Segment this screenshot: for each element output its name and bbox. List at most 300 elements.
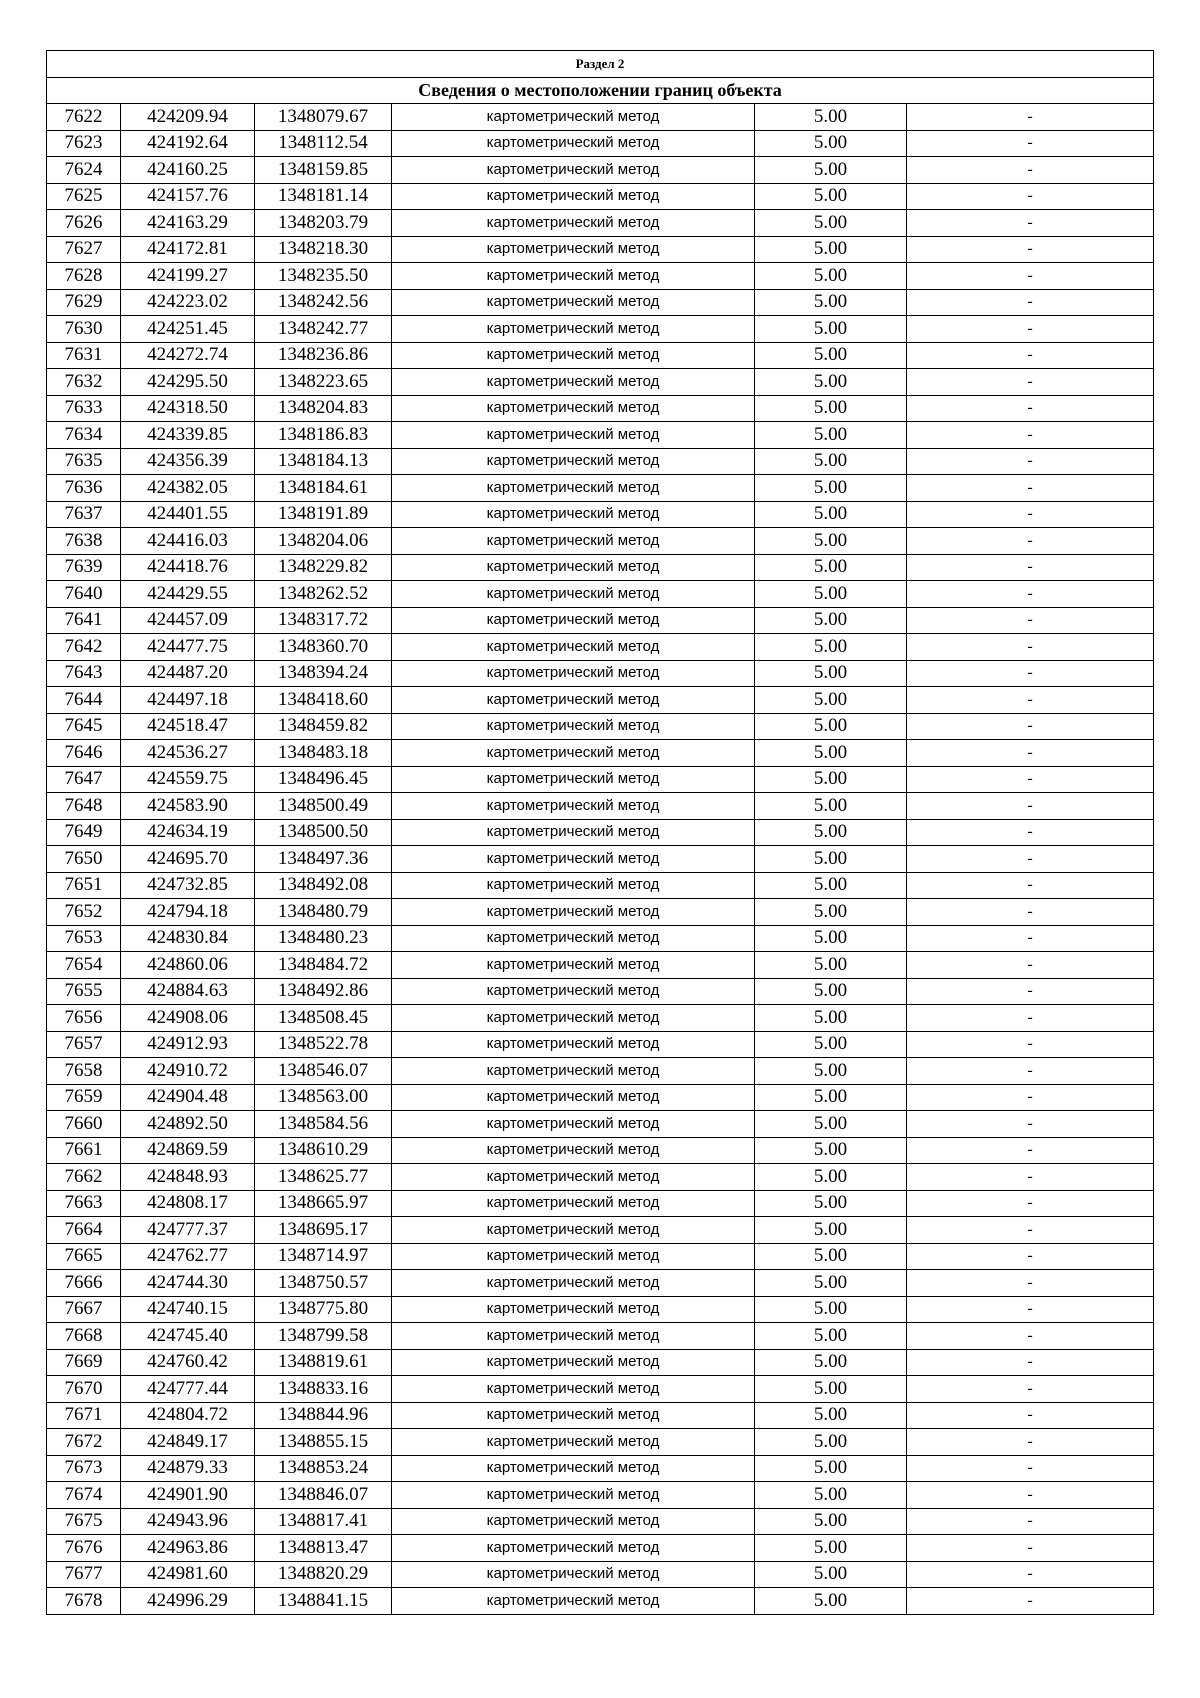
method-cell: картометрический метод <box>392 316 755 343</box>
table-row <box>47 157 1154 184</box>
x-coordinate-cell: 424487.20 <box>121 660 255 687</box>
x-coordinate-cell: 424382.05 <box>121 475 255 502</box>
description-cell: - <box>907 1031 1154 1058</box>
x-coordinate-cell: 424192.64 <box>121 130 255 157</box>
description-cell: - <box>907 1455 1154 1482</box>
description-cell: - <box>907 1137 1154 1164</box>
description-cell: - <box>907 1270 1154 1297</box>
method-cell: картометрический метод <box>392 1005 755 1032</box>
method-cell: картометрический метод <box>392 1429 755 1456</box>
accuracy-cell: 5.00 <box>755 952 907 979</box>
table-row <box>47 130 1154 157</box>
method-cell: картометрический метод <box>392 1164 755 1191</box>
x-coordinate-cell: 424559.75 <box>121 766 255 793</box>
point-number-cell: 7665 <box>47 1243 121 1270</box>
description-cell: - <box>907 1482 1154 1509</box>
point-number-cell: 7651 <box>47 872 121 899</box>
point-number-cell: 7663 <box>47 1190 121 1217</box>
accuracy-cell: 5.00 <box>755 1429 907 1456</box>
table-row <box>47 1561 1154 1588</box>
method-cell: картометрический метод <box>392 819 755 846</box>
description-cell: - <box>907 899 1154 926</box>
accuracy-cell: 5.00 <box>755 1111 907 1138</box>
method-cell: картометрический метод <box>392 1508 755 1535</box>
point-number-cell: 7677 <box>47 1561 121 1588</box>
method-cell: картометрический метод <box>392 289 755 316</box>
point-number-cell: 7641 <box>47 607 121 634</box>
y-coordinate-cell: 1348492.86 <box>255 978 392 1005</box>
accuracy-cell: 5.00 <box>755 846 907 873</box>
accuracy-cell: 5.00 <box>755 1402 907 1429</box>
method-cell: картометрический метод <box>392 607 755 634</box>
table-row <box>47 766 1154 793</box>
description-cell: - <box>907 1084 1154 1111</box>
point-number-cell: 7657 <box>47 1031 121 1058</box>
table-row <box>47 289 1154 316</box>
accuracy-cell: 5.00 <box>755 899 907 926</box>
point-number-cell: 7655 <box>47 978 121 1005</box>
point-number-cell: 7636 <box>47 475 121 502</box>
table-row <box>47 422 1154 449</box>
description-cell: - <box>907 1349 1154 1376</box>
accuracy-cell: 5.00 <box>755 1243 907 1270</box>
accuracy-cell: 5.00 <box>755 369 907 396</box>
point-number-cell: 7632 <box>47 369 121 396</box>
description-cell: - <box>907 104 1154 131</box>
y-coordinate-cell: 1348242.56 <box>255 289 392 316</box>
method-cell: картометрический метод <box>392 872 755 899</box>
method-cell: картометрический метод <box>392 104 755 131</box>
description-cell: - <box>907 1429 1154 1456</box>
y-coordinate-cell: 1348508.45 <box>255 1005 392 1032</box>
point-number-cell: 7664 <box>47 1217 121 1244</box>
method-cell: картометрический метод <box>392 263 755 290</box>
point-number-cell: 7667 <box>47 1296 121 1323</box>
accuracy-cell: 5.00 <box>755 395 907 422</box>
point-number-cell: 7633 <box>47 395 121 422</box>
accuracy-cell: 5.00 <box>755 1376 907 1403</box>
point-number-cell: 7653 <box>47 925 121 952</box>
description-cell: - <box>907 740 1154 767</box>
method-cell: картометрический метод <box>392 554 755 581</box>
y-coordinate-cell: 1348112.54 <box>255 130 392 157</box>
y-coordinate-cell: 1348846.07 <box>255 1482 392 1509</box>
y-coordinate-cell: 1348235.50 <box>255 263 392 290</box>
x-coordinate-cell: 424908.06 <box>121 1005 255 1032</box>
table-title: Сведения о местоположении границ объекта <box>47 77 1154 104</box>
accuracy-cell: 5.00 <box>755 1296 907 1323</box>
description-cell: - <box>907 554 1154 581</box>
description-cell: - <box>907 1164 1154 1191</box>
method-cell: картометрический метод <box>392 1588 755 1615</box>
x-coordinate-cell: 424879.33 <box>121 1455 255 1482</box>
y-coordinate-cell: 1348204.83 <box>255 395 392 422</box>
x-coordinate-cell: 424808.17 <box>121 1190 255 1217</box>
point-number-cell: 7656 <box>47 1005 121 1032</box>
point-number-cell: 7669 <box>47 1349 121 1376</box>
table-row <box>47 1376 1154 1403</box>
x-coordinate-cell: 424429.55 <box>121 581 255 608</box>
method-cell: картометрический метод <box>392 1243 755 1270</box>
y-coordinate-cell: 1348079.67 <box>255 104 392 131</box>
description-cell: - <box>907 448 1154 475</box>
table-row <box>47 1535 1154 1562</box>
table-row <box>47 554 1154 581</box>
description-cell: - <box>907 1005 1154 1032</box>
y-coordinate-cell: 1348841.15 <box>255 1588 392 1615</box>
table-row <box>47 978 1154 1005</box>
table-row <box>47 1137 1154 1164</box>
table-row <box>47 687 1154 714</box>
point-number-cell: 7644 <box>47 687 121 714</box>
y-coordinate-cell: 1348750.57 <box>255 1270 392 1297</box>
table-row <box>47 607 1154 634</box>
description-cell: - <box>907 422 1154 449</box>
title-row <box>47 77 1154 104</box>
point-number-cell: 7628 <box>47 263 121 290</box>
boundary-table <box>46 50 1154 1615</box>
y-coordinate-cell: 1348184.61 <box>255 475 392 502</box>
table-row <box>47 183 1154 210</box>
x-coordinate-cell: 424904.48 <box>121 1084 255 1111</box>
table-row <box>47 1588 1154 1615</box>
y-coordinate-cell: 1348236.86 <box>255 342 392 369</box>
method-cell: картометрический метод <box>392 501 755 528</box>
y-coordinate-cell: 1348483.18 <box>255 740 392 767</box>
table-row <box>47 1323 1154 1350</box>
method-cell: картометрический метод <box>392 766 755 793</box>
description-cell: - <box>907 1190 1154 1217</box>
table-row <box>47 1243 1154 1270</box>
table-row <box>47 846 1154 873</box>
table-row <box>47 713 1154 740</box>
method-cell: картометрический метод <box>392 1137 755 1164</box>
x-coordinate-cell: 424794.18 <box>121 899 255 926</box>
accuracy-cell: 5.00 <box>755 342 907 369</box>
table-row <box>47 1349 1154 1376</box>
point-number-cell: 7661 <box>47 1137 121 1164</box>
x-coordinate-cell: 424830.84 <box>121 925 255 952</box>
accuracy-cell: 5.00 <box>755 925 907 952</box>
description-cell: - <box>907 395 1154 422</box>
method-cell: картометрический метод <box>392 130 755 157</box>
accuracy-cell: 5.00 <box>755 607 907 634</box>
x-coordinate-cell: 424634.19 <box>121 819 255 846</box>
y-coordinate-cell: 1348418.60 <box>255 687 392 714</box>
y-coordinate-cell: 1348480.23 <box>255 925 392 952</box>
description-cell: - <box>907 157 1154 184</box>
table-row <box>47 872 1154 899</box>
y-coordinate-cell: 1348191.89 <box>255 501 392 528</box>
point-number-cell: 7635 <box>47 448 121 475</box>
point-number-cell: 7674 <box>47 1482 121 1509</box>
point-number-cell: 7646 <box>47 740 121 767</box>
table-row <box>47 952 1154 979</box>
accuracy-cell: 5.00 <box>755 1455 907 1482</box>
y-coordinate-cell: 1348394.24 <box>255 660 392 687</box>
description-cell: - <box>907 978 1154 1005</box>
y-coordinate-cell: 1348223.65 <box>255 369 392 396</box>
x-coordinate-cell: 424339.85 <box>121 422 255 449</box>
description-cell: - <box>907 263 1154 290</box>
description-cell: - <box>907 660 1154 687</box>
x-coordinate-cell: 424199.27 <box>121 263 255 290</box>
accuracy-cell: 5.00 <box>755 236 907 263</box>
y-coordinate-cell: 1348492.08 <box>255 872 392 899</box>
accuracy-cell: 5.00 <box>755 1190 907 1217</box>
method-cell: картометрический метод <box>392 978 755 1005</box>
description-cell: - <box>907 528 1154 555</box>
description-cell: - <box>907 1508 1154 1535</box>
method-cell: картометрический метод <box>392 369 755 396</box>
x-coordinate-cell: 424497.18 <box>121 687 255 714</box>
y-coordinate-cell: 1348775.80 <box>255 1296 392 1323</box>
method-cell: картометрический метод <box>392 581 755 608</box>
x-coordinate-cell: 424981.60 <box>121 1561 255 1588</box>
accuracy-cell: 5.00 <box>755 475 907 502</box>
table-row <box>47 1031 1154 1058</box>
description-cell: - <box>907 1376 1154 1403</box>
method-cell: картометрический метод <box>392 528 755 555</box>
description-cell: - <box>907 925 1154 952</box>
x-coordinate-cell: 424160.25 <box>121 157 255 184</box>
table-row <box>47 740 1154 767</box>
method-cell: картометрический метод <box>392 1376 755 1403</box>
section-label: Раздел 2 <box>47 51 1154 78</box>
point-number-cell: 7645 <box>47 713 121 740</box>
x-coordinate-cell: 424318.50 <box>121 395 255 422</box>
description-cell: - <box>907 1402 1154 1429</box>
table-row <box>47 581 1154 608</box>
x-coordinate-cell: 424518.47 <box>121 713 255 740</box>
point-number-cell: 7631 <box>47 342 121 369</box>
table-row <box>47 501 1154 528</box>
accuracy-cell: 5.00 <box>755 263 907 290</box>
point-number-cell: 7624 <box>47 157 121 184</box>
point-number-cell: 7676 <box>47 1535 121 1562</box>
table-row <box>47 104 1154 131</box>
table-row <box>47 210 1154 237</box>
accuracy-cell: 5.00 <box>755 1270 907 1297</box>
y-coordinate-cell: 1348665.97 <box>255 1190 392 1217</box>
method-cell: картометрический метод <box>392 634 755 661</box>
point-number-cell: 7629 <box>47 289 121 316</box>
y-coordinate-cell: 1348855.15 <box>255 1429 392 1456</box>
accuracy-cell: 5.00 <box>755 130 907 157</box>
description-cell: - <box>907 793 1154 820</box>
table-row <box>47 1164 1154 1191</box>
y-coordinate-cell: 1348317.72 <box>255 607 392 634</box>
description-cell: - <box>907 501 1154 528</box>
y-coordinate-cell: 1348229.82 <box>255 554 392 581</box>
y-coordinate-cell: 1348184.13 <box>255 448 392 475</box>
x-coordinate-cell: 424901.90 <box>121 1482 255 1509</box>
y-coordinate-cell: 1348610.29 <box>255 1137 392 1164</box>
description-cell: - <box>907 475 1154 502</box>
point-number-cell: 7638 <box>47 528 121 555</box>
table-row <box>47 660 1154 687</box>
x-coordinate-cell: 424536.27 <box>121 740 255 767</box>
accuracy-cell: 5.00 <box>755 1508 907 1535</box>
accuracy-cell: 5.00 <box>755 289 907 316</box>
description-cell: - <box>907 1217 1154 1244</box>
method-cell: картометрический метод <box>392 1270 755 1297</box>
table-row <box>47 1508 1154 1535</box>
point-number-cell: 7670 <box>47 1376 121 1403</box>
table-row <box>47 1296 1154 1323</box>
point-number-cell: 7642 <box>47 634 121 661</box>
description-cell: - <box>907 1058 1154 1085</box>
accuracy-cell: 5.00 <box>755 104 907 131</box>
method-cell: картометрический метод <box>392 183 755 210</box>
table-row <box>47 819 1154 846</box>
method-cell: картометрический метод <box>392 1031 755 1058</box>
y-coordinate-cell: 1348625.77 <box>255 1164 392 1191</box>
description-cell: - <box>907 581 1154 608</box>
x-coordinate-cell: 424295.50 <box>121 369 255 396</box>
point-number-cell: 7643 <box>47 660 121 687</box>
method-cell: картометрический метод <box>392 448 755 475</box>
description-cell: - <box>907 1561 1154 1588</box>
method-cell: картометрический метод <box>392 1561 755 1588</box>
y-coordinate-cell: 1348218.30 <box>255 236 392 263</box>
description-cell: - <box>907 1323 1154 1350</box>
x-coordinate-cell: 424869.59 <box>121 1137 255 1164</box>
description-cell: - <box>907 1535 1154 1562</box>
table-row <box>47 448 1154 475</box>
y-coordinate-cell: 1348360.70 <box>255 634 392 661</box>
point-number-cell: 7627 <box>47 236 121 263</box>
method-cell: картометрический метод <box>392 952 755 979</box>
y-coordinate-cell: 1348820.29 <box>255 1561 392 1588</box>
x-coordinate-cell: 424695.70 <box>121 846 255 873</box>
accuracy-cell: 5.00 <box>755 448 907 475</box>
table-row <box>47 1217 1154 1244</box>
y-coordinate-cell: 1348242.77 <box>255 316 392 343</box>
y-coordinate-cell: 1348500.50 <box>255 819 392 846</box>
accuracy-cell: 5.00 <box>755 872 907 899</box>
table-row <box>47 1402 1154 1429</box>
point-number-cell: 7634 <box>47 422 121 449</box>
description-cell: - <box>907 1243 1154 1270</box>
description-cell: - <box>907 236 1154 263</box>
point-number-cell: 7649 <box>47 819 121 846</box>
point-number-cell: 7659 <box>47 1084 121 1111</box>
method-cell: картометрический метод <box>392 1323 755 1350</box>
y-coordinate-cell: 1348262.52 <box>255 581 392 608</box>
x-coordinate-cell: 424777.44 <box>121 1376 255 1403</box>
method-cell: картометрический метод <box>392 1535 755 1562</box>
point-number-cell: 7675 <box>47 1508 121 1535</box>
point-number-cell: 7647 <box>47 766 121 793</box>
table-row <box>47 793 1154 820</box>
accuracy-cell: 5.00 <box>755 1482 907 1509</box>
x-coordinate-cell: 424963.86 <box>121 1535 255 1562</box>
x-coordinate-cell: 424762.77 <box>121 1243 255 1270</box>
description-cell: - <box>907 819 1154 846</box>
method-cell: картометрический метод <box>392 1455 755 1482</box>
x-coordinate-cell: 424157.76 <box>121 183 255 210</box>
table-row <box>47 475 1154 502</box>
description-cell: - <box>907 130 1154 157</box>
x-coordinate-cell: 424209.94 <box>121 104 255 131</box>
point-number-cell: 7625 <box>47 183 121 210</box>
x-coordinate-cell: 424760.42 <box>121 1349 255 1376</box>
accuracy-cell: 5.00 <box>755 210 907 237</box>
x-coordinate-cell: 424732.85 <box>121 872 255 899</box>
x-coordinate-cell: 424272.74 <box>121 342 255 369</box>
description-cell: - <box>907 342 1154 369</box>
x-coordinate-cell: 424849.17 <box>121 1429 255 1456</box>
y-coordinate-cell: 1348799.58 <box>255 1323 392 1350</box>
point-number-cell: 7672 <box>47 1429 121 1456</box>
method-cell: картометрический метод <box>392 1111 755 1138</box>
method-cell: картометрический метод <box>392 740 755 767</box>
y-coordinate-cell: 1348181.14 <box>255 183 392 210</box>
x-coordinate-cell: 424401.55 <box>121 501 255 528</box>
section-row <box>47 51 1154 78</box>
point-number-cell: 7622 <box>47 104 121 131</box>
method-cell: картометрический метод <box>392 1058 755 1085</box>
accuracy-cell: 5.00 <box>755 1349 907 1376</box>
method-cell: картометрический метод <box>392 395 755 422</box>
x-coordinate-cell: 424416.03 <box>121 528 255 555</box>
y-coordinate-cell: 1348159.85 <box>255 157 392 184</box>
accuracy-cell: 5.00 <box>755 1323 907 1350</box>
point-number-cell: 7652 <box>47 899 121 926</box>
accuracy-cell: 5.00 <box>755 422 907 449</box>
y-coordinate-cell: 1348186.83 <box>255 422 392 449</box>
y-coordinate-cell: 1348500.49 <box>255 793 392 820</box>
method-cell: картометрический метод <box>392 660 755 687</box>
y-coordinate-cell: 1348695.17 <box>255 1217 392 1244</box>
y-coordinate-cell: 1348203.79 <box>255 210 392 237</box>
description-cell: - <box>907 316 1154 343</box>
point-number-cell: 7648 <box>47 793 121 820</box>
table-row <box>47 342 1154 369</box>
method-cell: картометрический метод <box>392 236 755 263</box>
point-number-cell: 7668 <box>47 1323 121 1350</box>
method-cell: картометрический метод <box>392 687 755 714</box>
y-coordinate-cell: 1348484.72 <box>255 952 392 979</box>
y-coordinate-cell: 1348819.61 <box>255 1349 392 1376</box>
x-coordinate-cell: 424848.93 <box>121 1164 255 1191</box>
table-row <box>47 316 1154 343</box>
y-coordinate-cell: 1348459.82 <box>255 713 392 740</box>
method-cell: картометрический метод <box>392 342 755 369</box>
method-cell: картометрический метод <box>392 925 755 952</box>
point-number-cell: 7660 <box>47 1111 121 1138</box>
accuracy-cell: 5.00 <box>755 766 907 793</box>
accuracy-cell: 5.00 <box>755 316 907 343</box>
description-cell: - <box>907 289 1154 316</box>
point-number-cell: 7678 <box>47 1588 121 1615</box>
x-coordinate-cell: 424477.75 <box>121 634 255 661</box>
x-coordinate-cell: 424996.29 <box>121 1588 255 1615</box>
method-cell: картометрический метод <box>392 210 755 237</box>
description-cell: - <box>907 687 1154 714</box>
accuracy-cell: 5.00 <box>755 1164 907 1191</box>
description-cell: - <box>907 872 1154 899</box>
x-coordinate-cell: 424251.45 <box>121 316 255 343</box>
accuracy-cell: 5.00 <box>755 501 907 528</box>
accuracy-cell: 5.00 <box>755 581 907 608</box>
accuracy-cell: 5.00 <box>755 1535 907 1562</box>
table-row <box>47 1429 1154 1456</box>
y-coordinate-cell: 1348817.41 <box>255 1508 392 1535</box>
y-coordinate-cell: 1348204.06 <box>255 528 392 555</box>
y-coordinate-cell: 1348714.97 <box>255 1243 392 1270</box>
